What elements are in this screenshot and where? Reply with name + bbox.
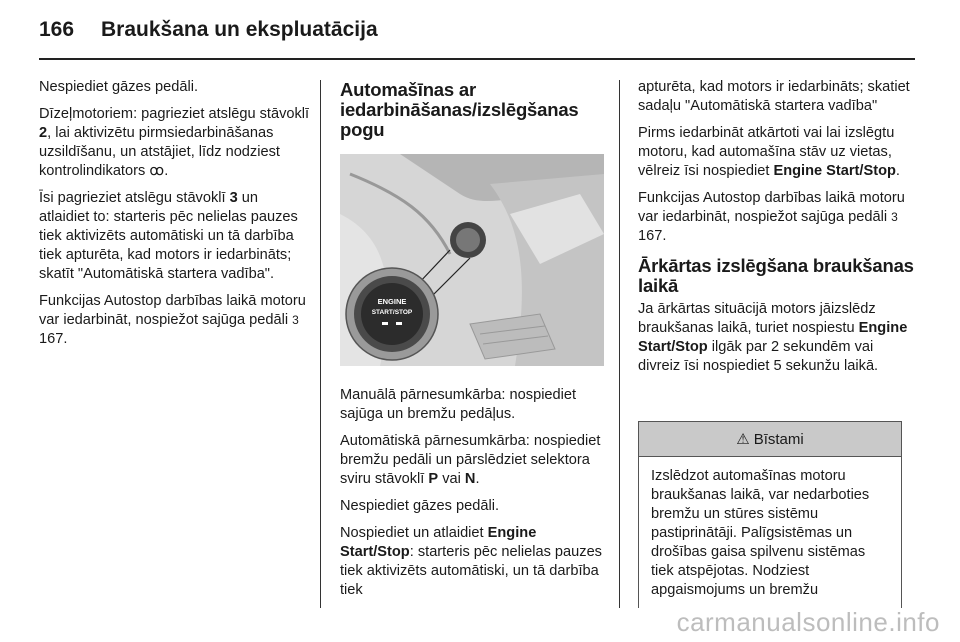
warning-text: Izslēdzot automašīnas motoru braukšanas laikā, var nedarboties bremžu un stūres sistēmu pastiprinātāji. Palīgsistēmas un drošības gaisa spilvenu sistēmas tiek atspējotas. Nodziest apgaismojums un bremžu: [651, 468, 870, 598]
paragraph: Funkcijas Autostop darbības laikā motoru var iedarbināt, nospiežot sajūga pedāli 3 167.: [638, 190, 905, 244]
paragraph: Nespiediet gāzes pedāli.: [39, 79, 199, 95]
section-heading: Automašīnas ar iedarbināšanas/izslēgšanas pogu: [340, 79, 579, 140]
warning-header: [639, 422, 901, 457]
column-1: [39, 78, 311, 357]
column-2: [340, 80, 610, 608]
paragraph: Dīzeļmotoriem: pagrieziet atslēgu stāvoklī 2, lai aktivizētu pirmsiedarbināšanas uzsildīšanu, un atstājiet, līdz nodziest kontrolindikators ꝏ.: [39, 106, 310, 179]
watermark: carmanualsonline.info: [676, 607, 940, 637]
header-rule: [39, 58, 915, 60]
paragraph: Pirms iedarbināt atkārtoti vai lai izslēgtu motoru, kad automašīna stāv uz vietas, vēlreiz īsi nospiediet Engine Start/Stop.: [638, 125, 900, 179]
warning-title: Bīstami: [753, 430, 804, 448]
paragraph: Ja ārkārtas situācijā motors jāizslēdz braukšanas laikā, turiet nospiestu Engine Start/Stop ilgāk par 2 sekundēm vai divreiz īsi nospiediet 5 sekunžu laikā.: [638, 301, 908, 374]
page-reference-link[interactable]: 167.: [638, 228, 667, 244]
page-number: 166: [39, 18, 75, 41]
glow-plug-indicator-icon: ꝏ: [149, 163, 165, 179]
column-divider: [619, 80, 620, 608]
section-title: Braukšana un ekspluatācija: [101, 18, 378, 41]
paragraph: apturēta, kad motors ir iedarbināts; skatiet sadaļu "Automātiskā startera vadība": [638, 79, 910, 114]
paragraph: Funkcijas Autostop darbības laikā motoru var iedarbināt, nospiežot sajūga pedāli 3 167.: [39, 293, 306, 347]
column-3: [638, 78, 918, 384]
figure-label-engine: ENGINE: [377, 297, 407, 306]
paragraph: Nospiediet un atlaidiet Engine Start/Stop: starteris pēc nelielas pauzes tiek aktivizēts automātiski, un tā darbība tiek: [340, 525, 602, 598]
column-divider: [320, 80, 321, 608]
page-reference-icon[interactable]: 3: [891, 210, 898, 224]
page-header: [39, 18, 378, 42]
engine-start-stop-button-figure: [340, 154, 604, 366]
section-heading: Ārkārtas izslēgšana braukšanas laikā: [638, 255, 914, 296]
paragraph: Automātiskā pārnesumkārba: nospiediet bremžu pedāli un pārslēdziet selektora sviru stāvoklī P vai N.: [340, 433, 601, 487]
paragraph: Manuālā pārnesumkārba: nospiediet sajūga un bremžu pedāļus.: [340, 387, 577, 422]
page-reference-link[interactable]: 167.: [39, 331, 68, 347]
figure-label-start-stop: START/STOP: [371, 309, 413, 316]
warning-icon: ⚠: [736, 431, 750, 448]
warning-box: [638, 421, 902, 608]
page-reference-icon[interactable]: 3: [292, 313, 299, 327]
paragraph: Nespiediet gāzes pedāli.: [340, 498, 500, 514]
paragraph: Īsi pagrieziet atslēgu stāvoklī 3 un atlaidiet to: starteris pēc nelielas pauzes tiek aktivizēts automātiski un tā darbība tiek apturēta, kad motors ir iedarbināts; skatīt "Automātiskā startera vadība".: [39, 190, 298, 282]
